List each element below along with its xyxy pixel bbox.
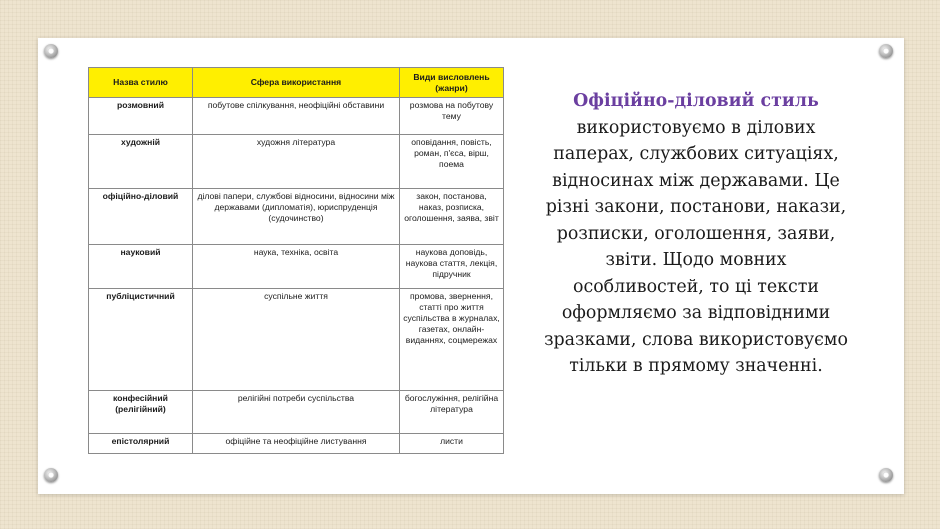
style-genres: закон, постанова, наказ, розписка, оголошення, заява, звіт xyxy=(400,189,504,245)
style-name: офіційно-діловий xyxy=(89,189,193,245)
header-genres: Види висловлень (жанри) xyxy=(400,68,504,98)
table-row xyxy=(89,189,504,245)
slide-title: Офіційно-діловий стиль xyxy=(573,91,819,111)
style-genres: наукова доповідь, наукова стаття, лекція, підручник xyxy=(400,245,504,289)
style-sphere: ділові папери, службові відносини, відносини між державами (дипломатія), юриспруденція (судочинство) xyxy=(193,189,400,245)
style-genres: богослужіння, релігійна література xyxy=(400,391,504,434)
header-sphere: Сфера використання xyxy=(193,68,400,98)
style-name: розмовний xyxy=(89,98,193,135)
slide-text xyxy=(540,88,852,380)
pin-icon xyxy=(44,468,58,482)
style-sphere: офіційне та неофіційне листування xyxy=(193,434,400,454)
table-row xyxy=(89,289,504,391)
table-header-row xyxy=(89,68,504,98)
style-sphere: побутове спілкування, неофіційні обставини xyxy=(193,98,400,135)
pin-icon xyxy=(44,44,58,58)
style-name: публіцистичний xyxy=(89,289,193,391)
style-genres: оповідання, повість, роман, п'єса, вірш, поема xyxy=(400,135,504,189)
style-sphere: наука, техніка, освіта xyxy=(193,245,400,289)
slide-paragraph: використовуємо в ділових паперах, службових ситуаціях, відносинах між державами. Це різні закони, постанови, накази, розписки, оголошення, заяви, звіти. Щодо мовних особливостей, то ці тексти оформляємо за відповідними зразками, слова використовуємо тільки в прямому значенні. xyxy=(544,117,848,376)
style-sphere: художня література xyxy=(193,135,400,189)
style-genres: листи xyxy=(400,434,504,454)
table-row xyxy=(89,391,504,434)
styles-table xyxy=(88,67,504,454)
table-row xyxy=(89,245,504,289)
table-row xyxy=(89,98,504,135)
style-name: епістолярний xyxy=(89,434,193,454)
header-style-name: Назва стилю xyxy=(89,68,193,98)
style-name: науковий xyxy=(89,245,193,289)
style-sphere: релігійні потреби суспільства xyxy=(193,391,400,434)
pin-icon xyxy=(879,44,893,58)
style-name: конфесійний (релігійний) xyxy=(89,391,193,434)
pin-icon xyxy=(879,468,893,482)
style-genres: промова, звернення, статті про життя суспільства в журналах, газетах, онлайн-виданнях, соцмережах xyxy=(400,289,504,391)
style-sphere: суспільне життя xyxy=(193,289,400,391)
style-genres: розмова на побутову тему xyxy=(400,98,504,135)
table-row xyxy=(89,434,504,454)
style-name: художній xyxy=(89,135,193,189)
table-row xyxy=(89,135,504,189)
